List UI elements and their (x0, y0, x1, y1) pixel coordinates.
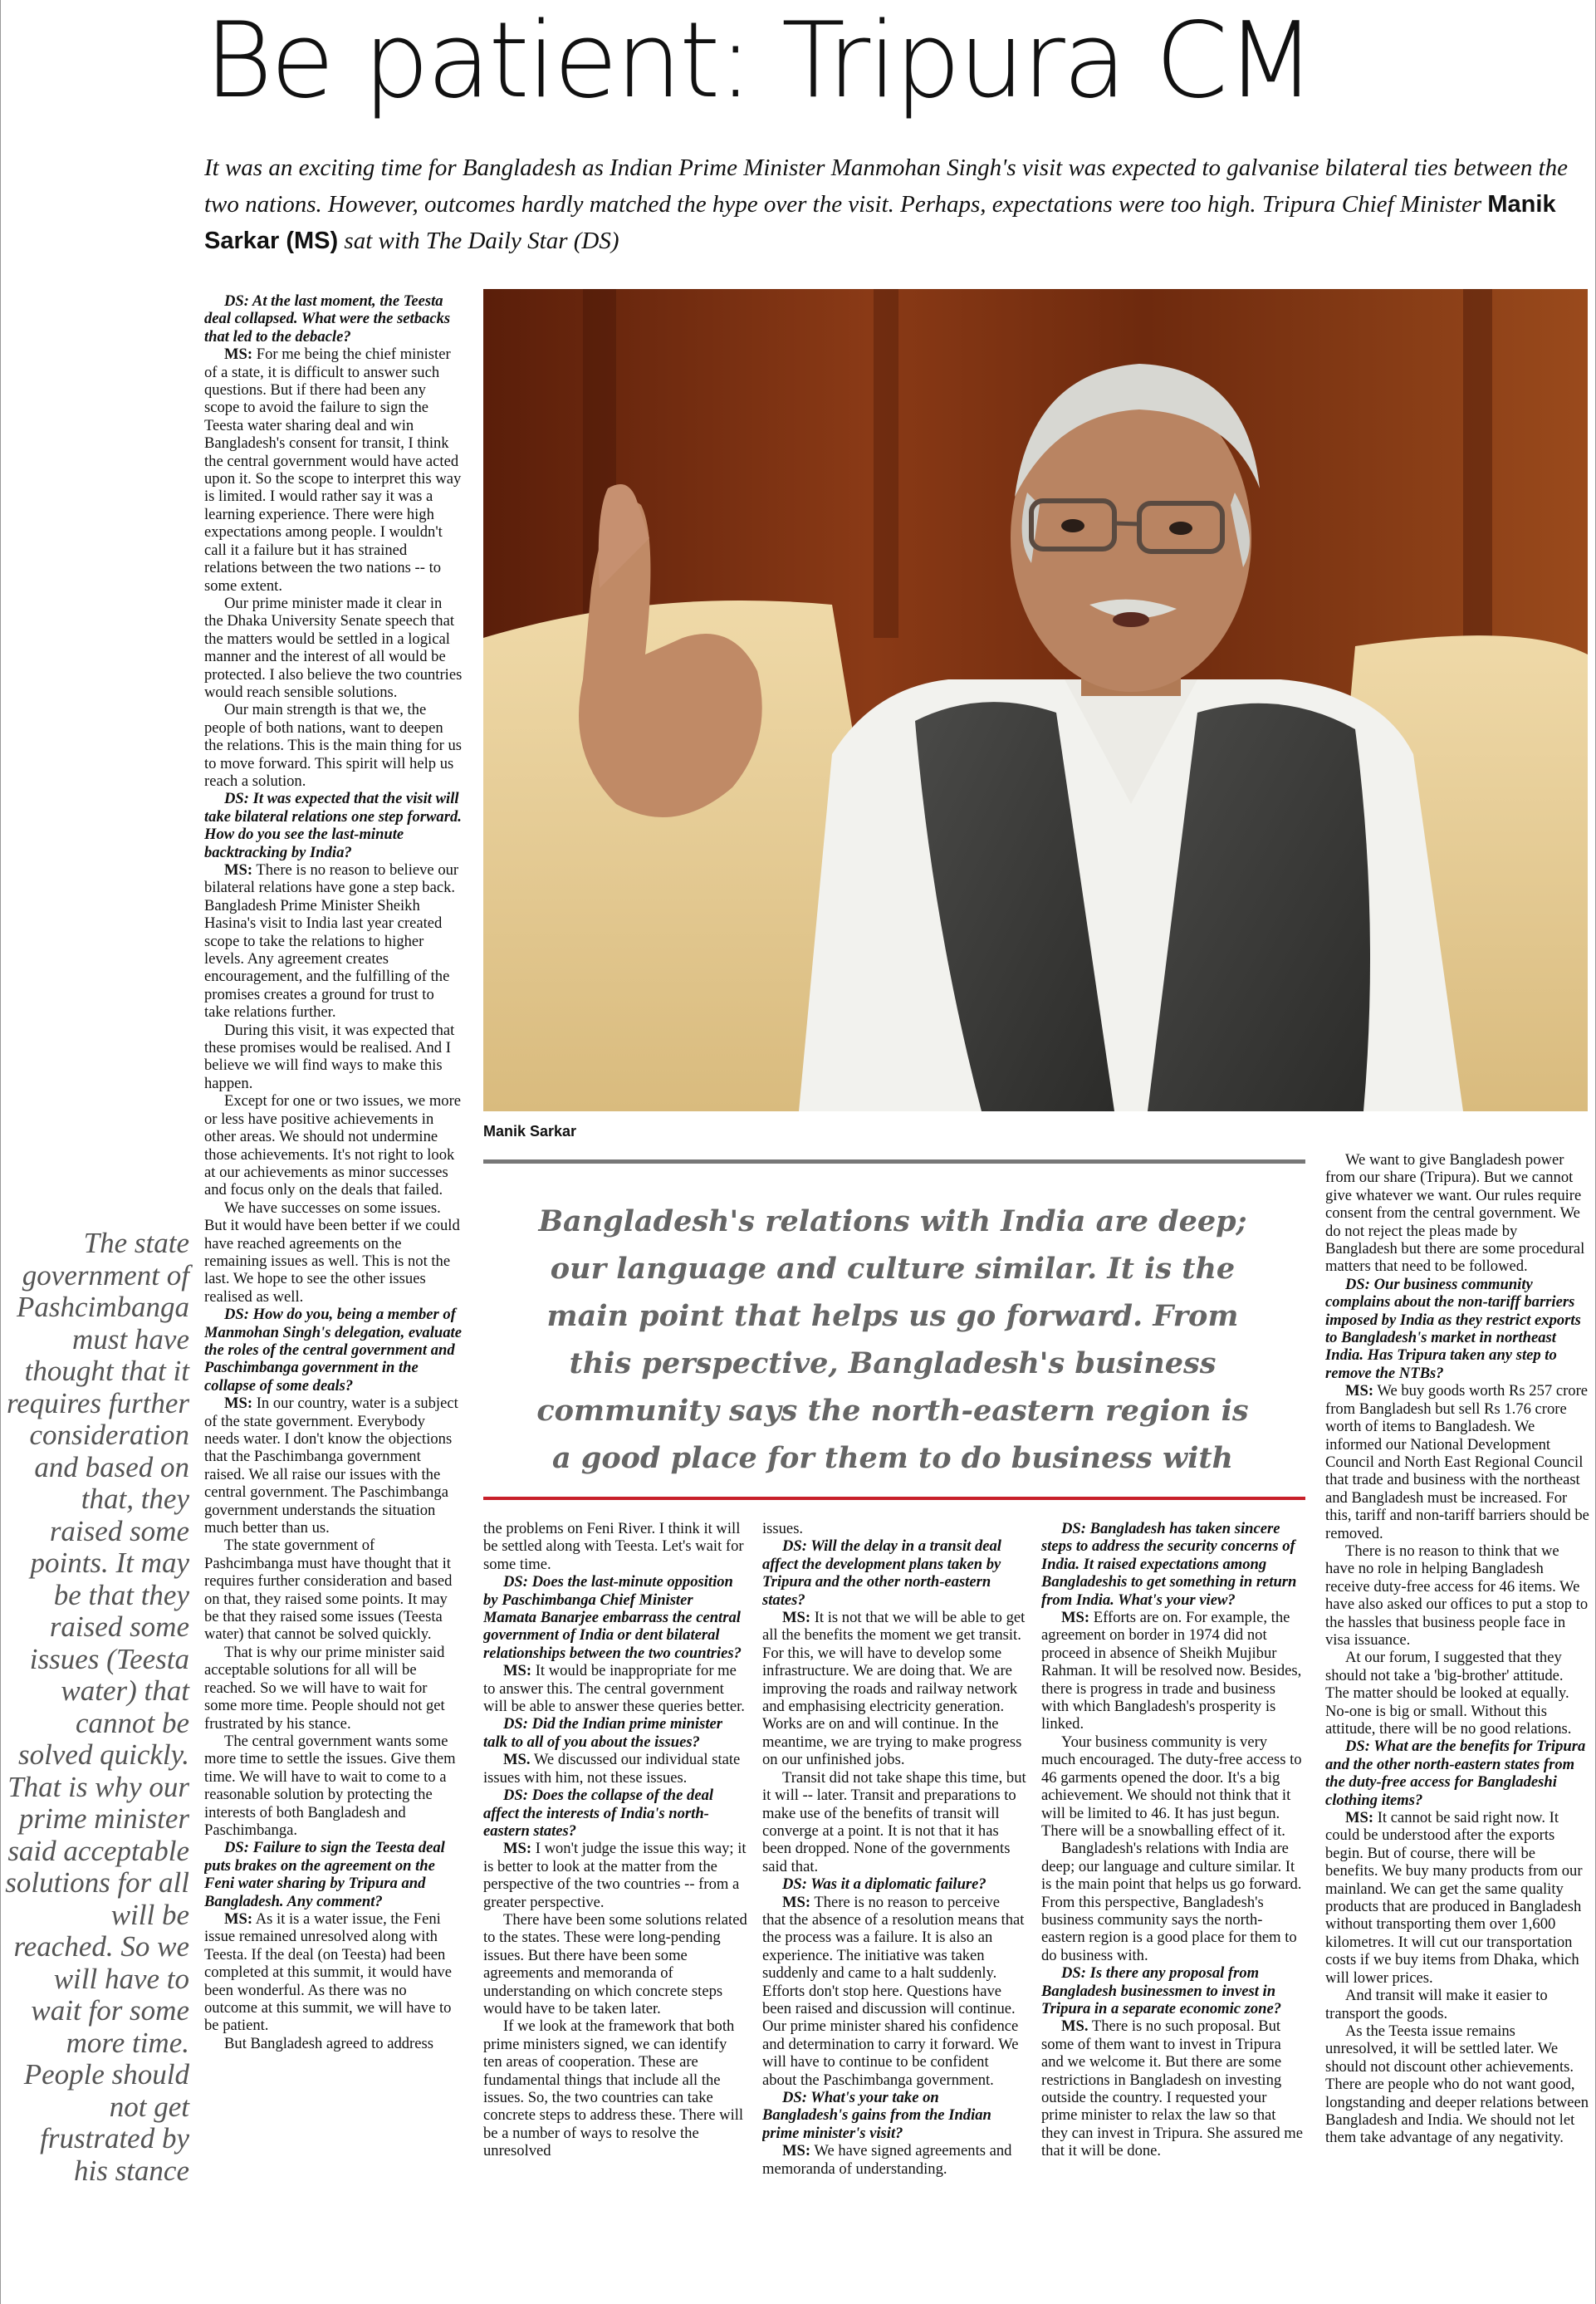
body-paragraph: The central government wants some more time to settle the issues. Give them time. We will have to wait to come to a reasonable solution by protecting the interests of both Bangladesh and Paschimbanga. (204, 1732, 456, 1839)
portrait-photo (483, 289, 1588, 1111)
body-paragraph: There is no reason to think that we have no role in helping Bangladesh receive duty-free access for 46 items. We have also asked our offices to put a stop to the hassles that business people face in visa issuance. (1325, 1542, 1589, 1649)
interview-question: DS: Did the Indian prime minister talk to all of you about the issues? (483, 1715, 722, 1751)
speaker-label: MS: (224, 1909, 253, 1928)
intro-interviewee-name: Manik Sarkar (MS) (204, 191, 1556, 254)
speaker-label: MS: (224, 346, 253, 364)
interview-answer (1041, 1609, 1305, 1733)
pull-quote: Bangladesh's relations with India are deep; our language and culture similar. It is the main point that helps us go forward. From this perspective, Bangladesh's business community says the north-eastern region is a good place for them to do business with (536, 1204, 1249, 1475)
body-paragraph: We want to give Bangladesh power from our share (Tripura). But we cannot give whatever we want. Our rules require consent from the central government. We do not reject the pleas made by Bangladesh but there are some procedural matters that need to be followed. (1325, 1151, 1585, 1276)
article-column-2 (483, 1520, 747, 2301)
interview-answer (204, 346, 463, 595)
body-paragraph: the problems on Feni River. I think it will be settled along with Teesta. Let's wait for some time. (483, 1520, 744, 1573)
answer-text: We discussed our individual state issues with him, not these issues. (483, 1751, 741, 1787)
side-pull-quote: The state government of Pashcimbanga must have thought that it requires further consideration and based on that, they raised some points. It may be that they raised some issues (Teesta water) that cannot be solved quickly. That is why our prime minister said acceptable solutions for all will be reached. So we will have to wait for some more time. People should not get frustrated by his stance (5, 1227, 189, 2187)
speaker-label: MS: (1345, 1382, 1374, 1400)
body-paragraph: Except for one or two issues, we more or less have positive achievements in other areas. We should not undermine those achievements. It's not right to look at our achievements as minor successes and focus only on the deals that failed. (204, 1092, 462, 1199)
body-paragraph: During this visit, it was expected that these promises would be realised. And I believe we will find ways to make this happen. (204, 1021, 455, 1092)
interview-question: DS: Was it a diplomatic failure? (782, 1875, 986, 1894)
interview-answer (1325, 1382, 1589, 1542)
answer-text: For me being the chief minister of a state, it is difficult to answer such questions. But if there had been any scope to avoid the failure to sign the Teesta water sharing deal and win Bangladesh's consent for transit, I think the central government would have acted upon it. So the scope to interpret this way is limited. I would rather say it was a learning experience. There were high expectations among people. I wouldn't call it a failure but it has strained relations between the two nations -- to some extent. (204, 346, 462, 595)
photo-caption: Manik Sarkar (483, 1123, 577, 1140)
article-column-4 (1041, 1520, 1305, 2301)
speaker-label: MS: (224, 861, 253, 879)
intro-text: It was an exciting time for Bangladesh as Indian Prime Minister Manmohan Singh's visit was expected to galvanise bilateral ties between the two nations. However, outcomes hardly matched the hype over the visit. Perhaps, expectations were too high. Tripura Chief Minister (204, 154, 1569, 218)
interview-answer (483, 1751, 747, 1787)
speaker-label: MS: (782, 1609, 811, 1627)
article-column-1 (204, 292, 463, 2301)
pull-quote-bottom-rule (483, 1497, 1305, 1500)
speaker-label: MS: (1345, 1809, 1374, 1827)
photo-illustration (483, 289, 1588, 1111)
intro-text-end: sat with The Daily Star (DS) (338, 228, 619, 254)
interview-answer (483, 1840, 747, 1911)
speaker-label: MS: (1061, 1609, 1090, 1627)
pull-quote-top-rule (483, 1159, 1305, 1164)
interview-answer (204, 1395, 463, 1537)
answer-text: There is no such proposal. But some of them want to invest in Tripura and we welcome it. But there are some restrictions in Bangladesh on investing outside the country. I requested your prime minister to relax the law so that they can invest in Tripura. She assured me that it will be done. (1041, 2017, 1304, 2160)
body-paragraph: Transit did not take shape this time, but it will -- later. Transit and preparations to make use of the benefits of transit will converge at a point. It is not that it has been dropped. None of the governments said that. (762, 1768, 1026, 1875)
interview-question: DS: It was expected that the visit will take bilateral relations one step forward. How do you see the last-minute backtracking by India? (204, 790, 462, 861)
body-paragraph: The state government of Pashcimbanga must have thought that it requires further consideration and based on that, they raised some points. It may be that they raised some issues (Teesta water) that cannot be solved quickly. (204, 1537, 453, 1644)
answer-text: We have signed agreements and memoranda of understanding. (762, 2142, 1012, 2178)
interview-answer (1325, 1809, 1589, 1987)
body-paragraph: Bangladesh's relations with India are deep; our language and culture similar. It is the main point that helps us go forward. From this perspective, Bangladesh's business community says the north-eastern region is a good place for them to do business with. (1041, 1840, 1302, 1964)
interview-question: DS: Bangladesh has taken sincere steps to address the security concerns of India. It raised expectations among Bangladeshis to get something in return from India. What's your view? (1041, 1520, 1297, 1609)
body-paragraph: We have successes on some issues. But it would have been better if we could have reached agreements on the remaining issues as well. This is not the last. We hope to see the other issues realised as well. (204, 1199, 460, 1306)
answer-text: It cannot be said right now. It could be understood after the exports begin. But of course, there will be benefits. We buy many products from our mainland. We can get the same quality products that are produced in Bangladesh without transporting them over 1,600 kilometres. It will cut our transportation costs if we buy items from Dhaka, which will lower prices. (1325, 1809, 1583, 1987)
speaker-label: MS: (503, 1840, 532, 1858)
interview-question: DS: How do you, being a member of Manmohan Singh's delegation, evaluate the roles of the central government and Paschimbanga government in the collapse of some deals? (204, 1306, 462, 1395)
speaker-label: MS. (503, 1751, 531, 1769)
body-paragraph: If we look at the framework that both prime ministers signed, we can identify ten areas of cooperation. These are fundamental things that include all the issues. So, the two countries can take concrete steps to address these. There will be a number of ways to resolve the unresolved (483, 2017, 744, 2160)
interview-question: DS: Does the last-minute opposition by Paschimbanga Chief Minister Mamata Banarjee embarrass the central government of India or dent bilateral relationships between the two countries? (483, 1573, 742, 1662)
answer-text: It would be inappropriate for me to answer this. The central government will be able to answer these queries better. (483, 1662, 745, 1716)
interview-question: DS: Does the collapse of the deal affect the interests of India's north-eastern states? (483, 1787, 714, 1840)
interview-question: DS: At the last moment, the Teesta deal collapsed. What were the setbacks that led to the debacle? (204, 292, 451, 346)
interview-answer (762, 1894, 1026, 2089)
body-paragraph: As the Teesta issue remains unresolved, it will be settled later. We should not discount other achievements. There are people who do not want good, longstanding and deeper relations between Bangladesh and India. We should not let them take advantage of any negativity. (1325, 2022, 1589, 2147)
answer-text: We buy goods worth Rs 257 crore from Bangladesh but sell Rs 1.76 crore worth of items to Bangladesh. We informed our National Development Council and North East Regional Council that trade and business with the northeast and Bangladesh must be increased. For this, tariff and non-tariff barriers should be removed. (1325, 1382, 1589, 1542)
speaker-label: MS: (224, 1395, 253, 1413)
article-column-3 (762, 1520, 1026, 2301)
answer-text: There is no reason to perceive that the absence of a resolution means that the process was a failure. It is also an experience. The initiative was taken suddenly and came to a halt suddenly. Efforts don't stop here. Questions have been raised and discussion will continue. Our prime minister shared his confidence and determination to carry it forward. We will have to continue to be confident about the Paschimbanga government. (762, 1893, 1025, 2089)
body-paragraph: Our main strength is that we, the people of both nations, want to deepen the relations. This is the main thing for us to move forward. This spirit will help us reach a solution. (204, 701, 463, 790)
interview-answer (204, 1910, 463, 2035)
speaker-label: MS: (782, 1893, 811, 1911)
body-paragraph: There have been some solutions related to the states. These were long-pending issues. But there have been some agreements and memoranda of understanding on which concrete steps would have to be taken later. (483, 1910, 747, 2017)
interview-answer (762, 1609, 1026, 1769)
body-paragraph: And transit will make it easier to transport the goods. (1325, 1987, 1548, 2022)
answer-text: It is not that we will be able to get all the benefits the moment we get transit. For this, we will have to develop some infrastructure. We are doing that. We are improving the roads and railway network and emphasising electricity generation. Works are on and will continue. In the meantime, we are trying to make progress on our unfinished jobs. (762, 1609, 1026, 1769)
interview-answer (483, 1662, 747, 1715)
interview-answer (204, 861, 463, 1022)
body-paragraph: Your business community is very much encouraged. The duty-free access to 46 garments opened the door. It's a big achievement. We should not think that it will be limited to 46. It has just begun. There will be a snowballing effect of it. (1041, 1733, 1302, 1840)
answer-text: As it is a water issue, the Feni issue remained unresolved along with Teesta. If the deal (on Teesta) had been completed at this summit, it would have been wonderful. As there was no outcome at this summit, we will have to be patient. (204, 1909, 452, 2035)
body-paragraph: That is why our prime minister said acceptable solutions for all will be reached. So we will have to wait for some more time. People should not get frustrated by his stance. (204, 1643, 445, 1733)
body-paragraph: issues. (762, 1520, 804, 1537)
page-left-border (0, 0, 1, 2304)
interview-question: DS: Is there any proposal from Bangladesh businessmen to invest in Tripura in a separate economic zone? (1041, 1964, 1282, 2017)
speaker-label: MS. (1061, 2017, 1089, 2036)
body-paragraph: Our prime minister made it clear in the Dhaka University Senate speech that the matters would be settled in a logical manner and the interest of all would be protected. I also believe the two countries would reach sensible solutions. (204, 594, 463, 701)
interview-answer (762, 2142, 1026, 2178)
interview-question: DS: Failure to sign the Teesta deal puts brakes on the agreement on the Feni water sharing by Tripura and Bangladesh. Any comment? (204, 1839, 445, 1910)
headline: Be patient: Tripura CM (204, 0, 1314, 121)
answer-text: There is no reason to believe our bilateral relations have gone a step back. Bangladesh Prime Minister Sheikh Hasina's visit to India last year created scope to take the relations to higher levels. Any agreement creates encouragement, and the fulfilling of the promises creates a ground for trust to take relations further. (204, 861, 459, 1022)
article-column-5 (1325, 1151, 1589, 2301)
body-paragraph: But Bangladesh agreed to address (224, 2034, 433, 2052)
answer-text: In our country, water is a subject of the state government. Everybody needs water. I don't know the objections that the Paschimbanga government raised. We all raise our issues with the central government. The Paschimbanga government understands the situation much better than us. (204, 1395, 458, 1537)
intro-paragraph (204, 150, 1591, 259)
interview-question: DS: Our business community complains about the non-tariff barriers imposed by India as they restrict exports to Bangladesh's market in northeast India. Has Tripura taken any step to remove the NTBs? (1325, 1275, 1581, 1382)
answer-text: Efforts are on. For example, the agreement on border in 1974 did not proceed in absence of Sheikh Mujibur Rahman. It will be resolved now. Besides, there is progress in trade and business with which Bangladesh's prosperity is linked. (1041, 1609, 1302, 1733)
speaker-label: MS: (782, 2142, 811, 2160)
interview-answer (1041, 2017, 1305, 2159)
body-paragraph: At our forum, I suggested that they should not take a 'big-brother' attitude. The matter should be looked at equally. No-one is big or small. Without this attitude, there will be no good relations. (1325, 1649, 1572, 1738)
speaker-label: MS: (503, 1662, 532, 1680)
interview-question: DS: What are the benefits for Tripura and the other north-eastern states from the duty-free access for Bangladeshi clothing items? (1325, 1738, 1586, 1809)
answer-text: I won't judge the issue this way; it is better to look at the matter from the perspective of the two countries -- from a greater perspective. (483, 1840, 747, 1911)
interview-question: DS: What's your take on Bangladesh's gains from the Indian prime minister's visit? (762, 2089, 991, 2142)
interview-question: DS: Will the delay in a transit deal affect the development plans taken by Tripura and the other north-eastern states? (762, 1537, 1001, 1609)
